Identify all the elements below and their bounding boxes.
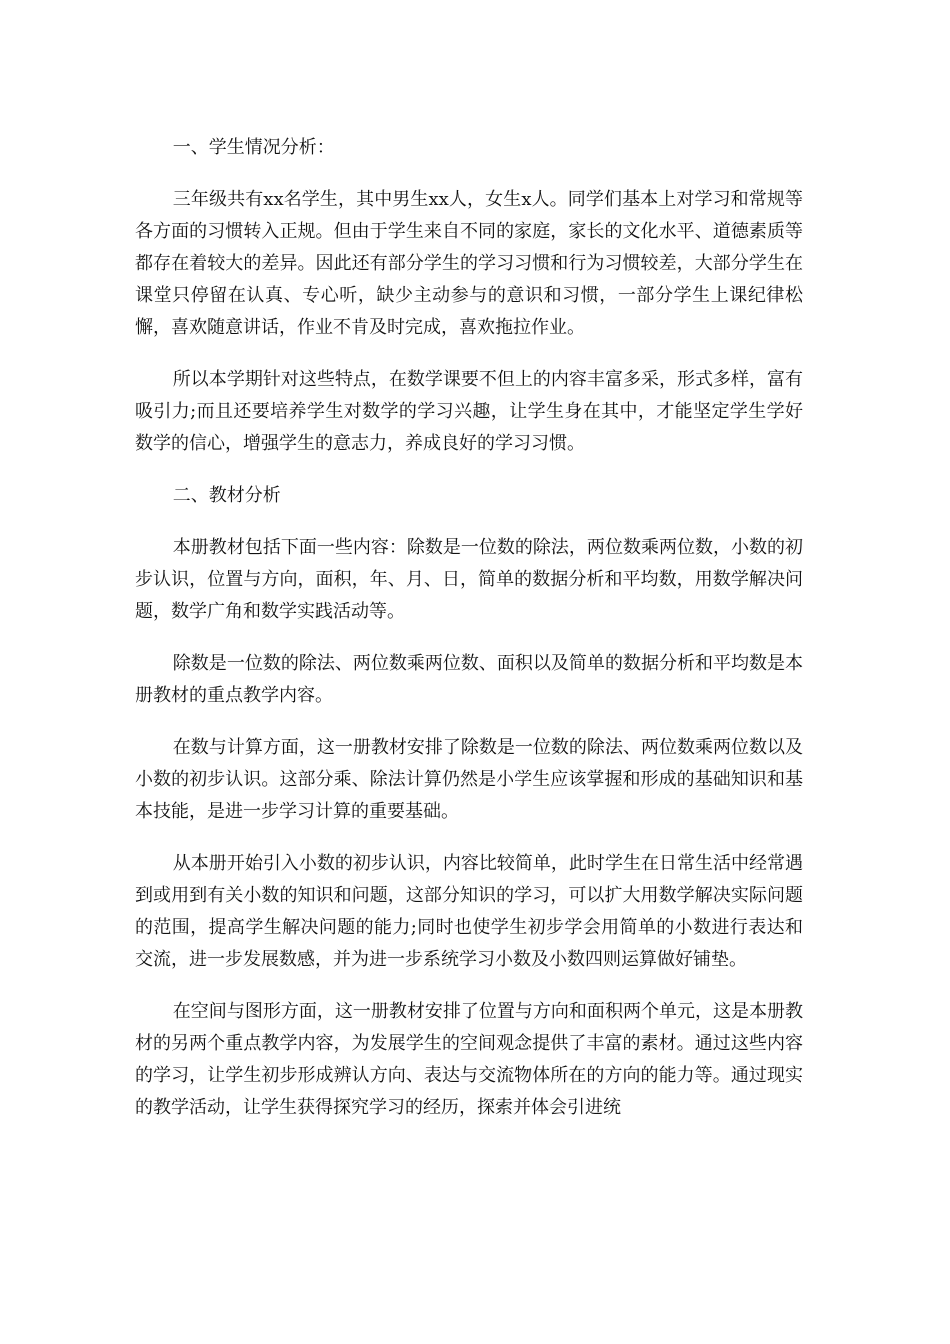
paragraph-decimals: 从本册开始引入小数的初步认识，内容比较简单，此时学生在日常生活中经常遇到或用到有关小数的知识和问题，这部分知识的学习，可以扩大用数学解决实际问题的范围，提高学生解决问题的能力;同时也使学生初步学会用简单的小数进行表达和交流，进一步发展数感，并为进一步系统学习小数及小数四则运算做好铺垫。 <box>135 853 803 970</box>
paragraph-teaching-approach: 所以本学期针对这些特点，在数学课要不但上的内容丰富多采，形式多样，富有吸引力;而且还要培养学生对数学的学习兴趣，让学生身在其中，才能坚定学生学好数学的信心，增强学生的意志力，养成良好的学习习惯。 <box>135 369 803 454</box>
section-heading-student-analysis: 一、学生情况分析： <box>172 137 335 158</box>
paragraph-student-overview: 三年级共有xx名学生，其中男生xx人，女生x人。同学们基本上对学习和常规等各方面的习惯转入正规。但由于学生来自不同的家庭，家长的文化水平、道德素质等都存在着较大的差异。因此还有部分学生的学习习惯和行为习惯较差，大部分学生在课堂只停留在认真、专心听，缺少主动参与的意识和习惯，一部分学生上课纪律松懈，喜欢随意讲话，作业不肯及时完成，喜欢拖拉作业。 <box>135 189 803 338</box>
paragraph-space-and-shapes: 在空间与图形方面，这一册教材安排了位置与方向和面积两个单元，这是本册教材的另两个重点教学内容，为发展学生的空间观念提供了丰富的素材。通过这些内容的学习，让学生初步形成辨认方向、表达与交流物体所在的方向的能力等。通过现实的教学活动，让学生获得探究学习的经历，探索并体会引进统 <box>135 1001 803 1118</box>
paragraph-key-content: 除数是一位数的除法、两位数乘两位数、面积以及简单的数据分析和平均数是本册教材的重点教学内容。 <box>135 653 803 706</box>
paragraph-textbook-contents: 本册教材包括下面一些内容：除数是一位数的除法，两位数乘两位数，小数的初步认识，位置与方向，面积，年、月、日，简单的数据分析和平均数，用数学解决问题，数学广角和数学实践活动等。 <box>135 537 803 622</box>
paragraph-number-calculation: 在数与计算方面，这一册教材安排了除数是一位数的除法、两位数乘两位数以及小数的初步认识。这部分乘、除法计算仍然是小学生应该掌握和形成的基础知识和基本技能，是进一步学习计算的重要基础。 <box>135 737 803 822</box>
document-body <box>135 132 803 1144</box>
section-heading-textbook-analysis: 二、教材分析 <box>172 485 281 506</box>
